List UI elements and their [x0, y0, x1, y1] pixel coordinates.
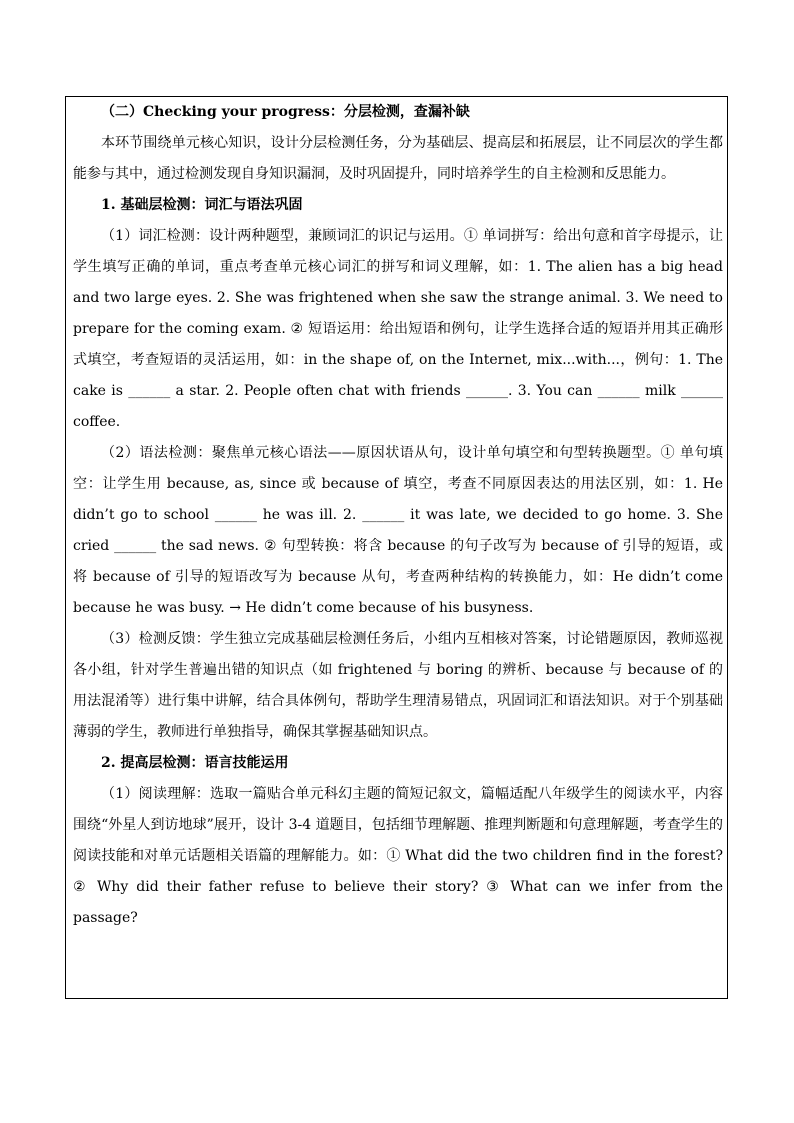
- document-body: [73, 97, 723, 934]
- part2-heading: 2. 提高层检测：语言技能运用: [101, 755, 289, 771]
- intro-paragraph: 本环节围绕单元核心知识，设计分层检测任务，分为基础层、提高层和拓展层，让不同层次的学生都能参与其中，通过检测发现自身知识漏洞，及时巩固提升，同时培养学生的自主检测和反思能力。: [73, 135, 723, 182]
- part1-heading: 1. 基础层检测：词汇与语法巩固: [101, 197, 303, 213]
- section-title: （二）Checking your progress：分层检测，查漏补缺: [101, 104, 470, 120]
- content-box: [65, 96, 728, 999]
- grammar-check-paragraph: （2）语法检测：聚焦单元核心语法——原因状语从句，设计单句填空和句型转换题型。① 单句填空：让学生用 because, as, since 或 because of 填空，考查不同原因表达的用法区别，如：1. He didn’t go to school ______ he was ill. 2. ______ it was late, we decided to go home. 3. She cried ______ the sad news. ② 句型转换：将含 because 的句子改写为 because of 引导的短语，或将 because of 引导的短语改写为 because 从句，考查两种结构的转换能力，如：He didn’t come because he was busy. → He didn’t come because of his busyness.: [73, 445, 723, 616]
- vocab-check-paragraph: （1）词汇检测：设计两种题型，兼顾词汇的识记与运用。① 单词拼写：给出句意和首字母提示，让学生填写正确的单词，重点考查单元核心词汇的拼写和词义理解，如：1. The alien has a big head and two large eyes. 2. She was frightened when she saw the strange animal. 3. We need to prepare for the coming exam. ② 短语运用：给出短语和例句，让学生选择合适的短语并用其正确形式填空，考查短语的灵活运用，如：in the shape of, on the Internet, mix...with...，例句：1. The cake is ______ a star. 2. People often chat with friends ______. 3. You can ______ milk ______ coffee.: [73, 228, 723, 430]
- feedback-paragraph: （3）检测反馈：学生独立完成基础层检测任务后，小组内互相核对答案，讨论错题原因，教师巡视各小组，针对学生普遍出错的知识点（如 frightened 与 boring 的辨析、because 与 because of 的用法混淆等）进行集中讲解，结合具体例句，帮助学生理清易错点，巩固词汇和语法知识。对于个别基础薄弱的学生，教师进行单独指导，确保其掌握基础知识点。: [73, 631, 723, 740]
- reading-paragraph: （1）阅读理解：选取一篇贴合单元科幻主题的简短记叙文，篇幅适配八年级学生的阅读水平，内容围绕“外星人到访地球”展开，设计 3-4 道题目，包括细节理解题、推理判断题和句意理解题，考查学生的阅读技能和对单元话题相关语篇的理解能力。如：① What did the two children find in the forest? ② Why did their father refuse to believe their story? ③ What can we infer from the passage?: [73, 786, 723, 926]
